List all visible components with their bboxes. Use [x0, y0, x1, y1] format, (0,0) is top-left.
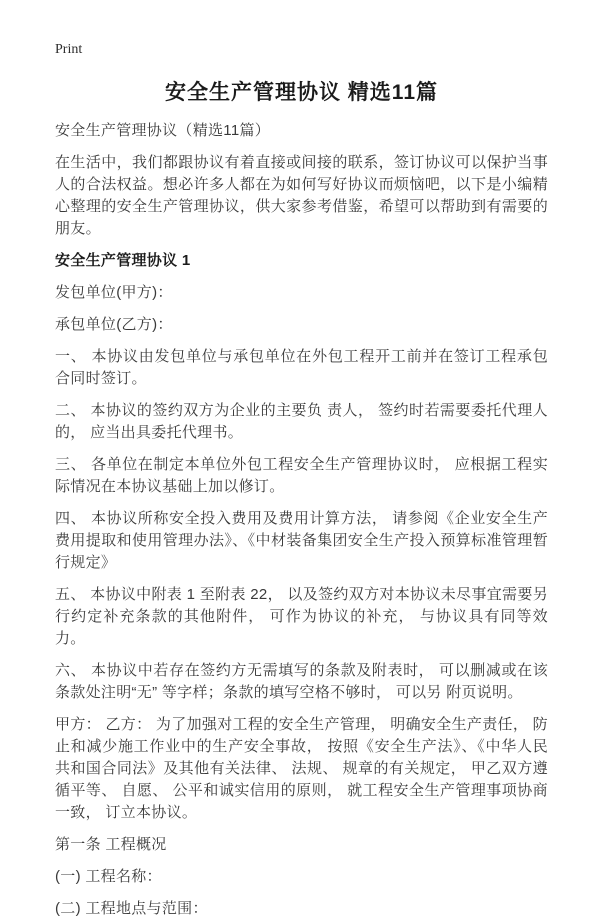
intro-paragraph: 在生活中，我们都跟协议有着直接或间接的联系，签订协议可以保护当事人的合法权益。想必许多人都在为如何写好协议而烦恼吧，以下是小编精心整理的安全生产管理协议，供大家参考借鉴，希望可以帮助到有需要的朋友。 [55, 154, 548, 237]
clause-2: 二、 本协议的签约双方为企业的主要负 责人， 签约时若需要委托代理人的， 应当出具委托代理书。 [55, 402, 548, 441]
clause-1: 一、 本协议由发包单位与承包单位在外包工程开工前并在签订工程承包合同时签订。 [55, 348, 548, 387]
preamble-paragraph: 甲方： 乙方： 为了加强对工程的安全生产管理， 明确安全生产责任， 防止和减少施工作业中的生产安全事故， 按照《安全生产法》、《中华人民共和国合同法》及其他有关法律、 法规、 规章的有关规定， 甲乙双方遵循平等、 自愿、 公平和诚实信用的原则， 就工程安全生产管理事项协商一致， 订立本协议。 [55, 716, 548, 821]
party-b-line: 承包单位(乙方)： [55, 316, 173, 333]
party-a-line: 发包单位(甲方)： [55, 284, 173, 301]
article-1-item-1: (一) 工程名称： [55, 868, 162, 885]
clause-4: 四、 本协议所称安全投入费用及费用计算方法， 请参阅《企业安全生产费用提取和使用管理办法》、《中材装备集团安全生产投入预算标准管理暂行规定》 [55, 510, 548, 571]
clause-6: 六、 本协议中若存在签约方无需填写的条款及附表时， 可以删减或在该条款处注明“无” 等字样；条款的填写空格不够时， 可以另 附页说明。 [55, 662, 548, 701]
article-1-item-2: (二) 工程地点与范围： [55, 900, 208, 917]
article-1-heading: 第一条 工程概况 [55, 836, 167, 853]
print-link[interactable]: Print [55, 42, 83, 57]
clause-3: 三、 各单位在制定本单位外包工程安全生产管理协议时， 应根据工程实际情况在本协议基础上加以修订。 [55, 456, 548, 495]
page-title: 安全生产管理协议 精选11篇 [164, 81, 439, 104]
document-subtitle: 安全生产管理协议（精选11篇） [55, 122, 271, 139]
section-1-heading: 安全生产管理协议 1 [55, 252, 191, 269]
clause-5: 五、 本协议中附表 1 至附表 22， 以及签约双方对本协议未尽事宜需要另行约定补充条款的其他附件， 可作为协议的补充， 与协议具有同等效力。 [55, 586, 548, 647]
